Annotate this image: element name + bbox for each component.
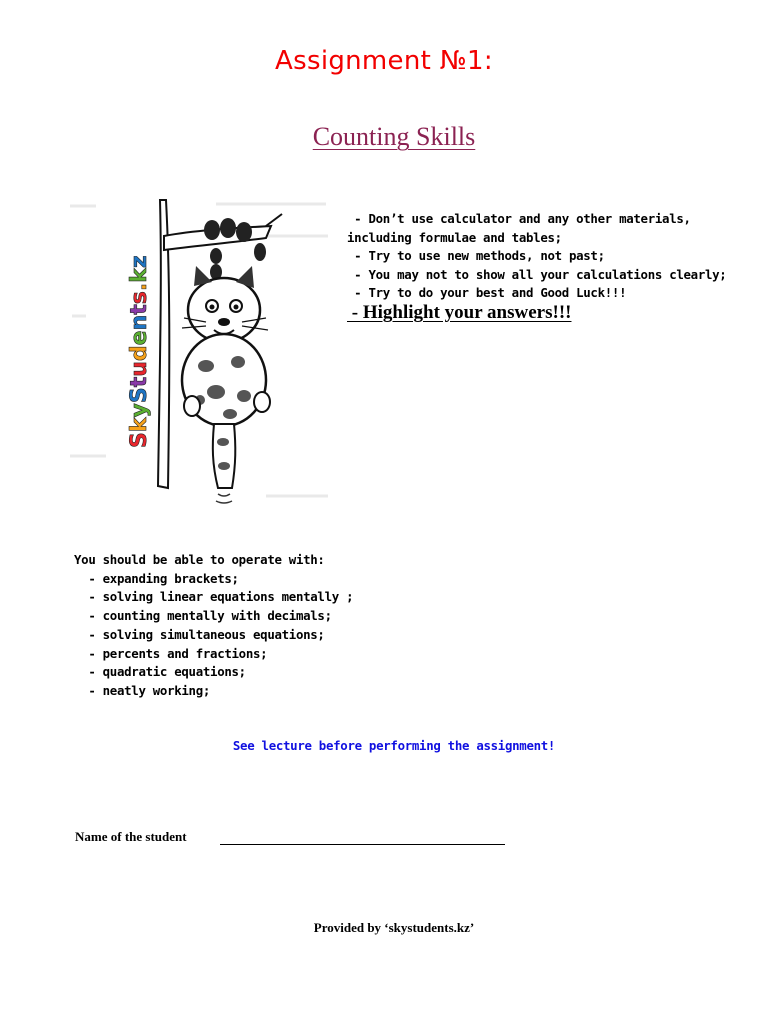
highlight-instruction: - Highlight your answers!!! <box>347 302 572 323</box>
rule-item: - Try to use new methods, not past; <box>347 248 605 264</box>
assignment-title: Assignment №1: <box>275 46 493 76</box>
rules-list <box>347 210 757 303</box>
skill-item: - neatly working; <box>74 682 211 698</box>
rule-item: - Try to do your best and Good Luck!!! <box>347 285 627 301</box>
skill-item: - solving linear equations mentally ; <box>74 589 354 605</box>
skill-item: - solving simultaneous equations; <box>74 626 325 642</box>
cat-illustration <box>66 196 336 528</box>
student-name-label: Name of the student <box>75 829 187 844</box>
topic-subtitle: Counting Skills <box>312 122 476 151</box>
provided-by-footer: Provided by ‘skystudents.kz’ <box>313 920 475 935</box>
skills-list <box>74 551 474 701</box>
cat-hanging-on-branch-image <box>66 196 336 528</box>
rule-item: - You may not to show all your calculations clearly; <box>347 266 727 282</box>
svg-text:SkyStudents.kz: SkyStudents.kz <box>127 255 152 448</box>
lecture-note: See lecture before performing the assignment! <box>232 738 556 753</box>
student-name-blank[interactable] <box>220 844 505 845</box>
skill-item: - expanding brackets; <box>74 570 239 586</box>
skill-item: - counting mentally with decimals; <box>74 608 332 624</box>
rule-item: including formulae and tables; <box>347 229 562 245</box>
rule-item: - Don’t use calculator and any other materials, <box>347 211 691 226</box>
skill-item: - quadratic equations; <box>74 664 246 680</box>
skills-heading: You should be able to operate with: <box>74 552 325 567</box>
skystudents-logo <box>127 255 152 448</box>
skill-item: - percents and fractions; <box>74 645 268 661</box>
